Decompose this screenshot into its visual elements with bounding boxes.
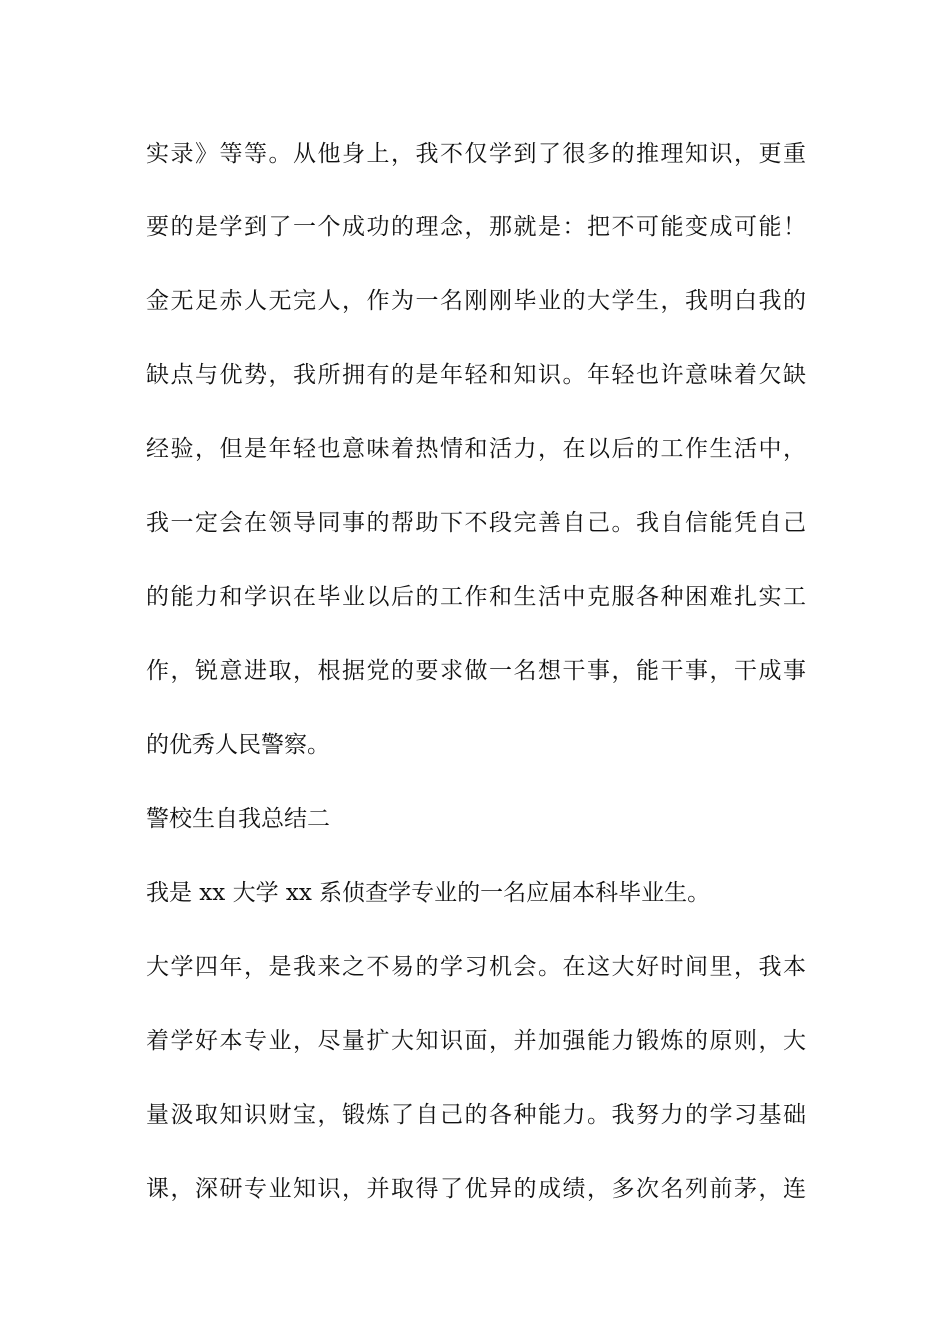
text-line: 课，深研专业知识，并取得了优异的成绩，多次名列前茅，连 [146, 1176, 806, 1202]
text-line: 着学好本专业，尽量扩大知识面，并加强能力锻炼的原则，大 [146, 1028, 806, 1054]
text-line: 金无足赤人无完人，作为一名刚刚毕业的大学生，我明白我的 [146, 288, 806, 314]
text-line: 的优秀人民警察。 [146, 732, 330, 758]
text-line: 缺点与优势，我所拥有的是年轻和知识。年轻也许意味着欠缺 [146, 362, 806, 388]
text-line: 量汲取知识财宝，锻炼了自己的各种能力。我努力的学习基础 [146, 1102, 806, 1128]
text-line: 要的是学到了一个成功的理念，那就是：把不可能变成可能！ [146, 214, 806, 240]
text-line: 我是 xx 大学 xx 系侦查学专业的一名应届本科毕业生。 [146, 880, 711, 906]
text-line: 我一定会在领导同事的帮助下不段完善自己。我自信能凭自己 [146, 510, 806, 536]
text-line: 经验，但是年轻也意味着热情和活力，在以后的工作生活中， [146, 436, 806, 462]
text-line: 的能力和学识在毕业以后的工作和生活中克服各种困难扎实工 [146, 584, 806, 610]
text-line: 大学四年，是我来之不易的学习机会。在这大好时间里，我本 [146, 954, 806, 980]
text-line: 作，锐意进取，根据党的要求做一名想干事，能干事，干成事 [146, 658, 806, 684]
section-heading: 警校生自我总结二 [146, 806, 330, 832]
text-line: 实录》等等。从他身上，我不仅学到了很多的推理知识，更重 [146, 141, 806, 167]
